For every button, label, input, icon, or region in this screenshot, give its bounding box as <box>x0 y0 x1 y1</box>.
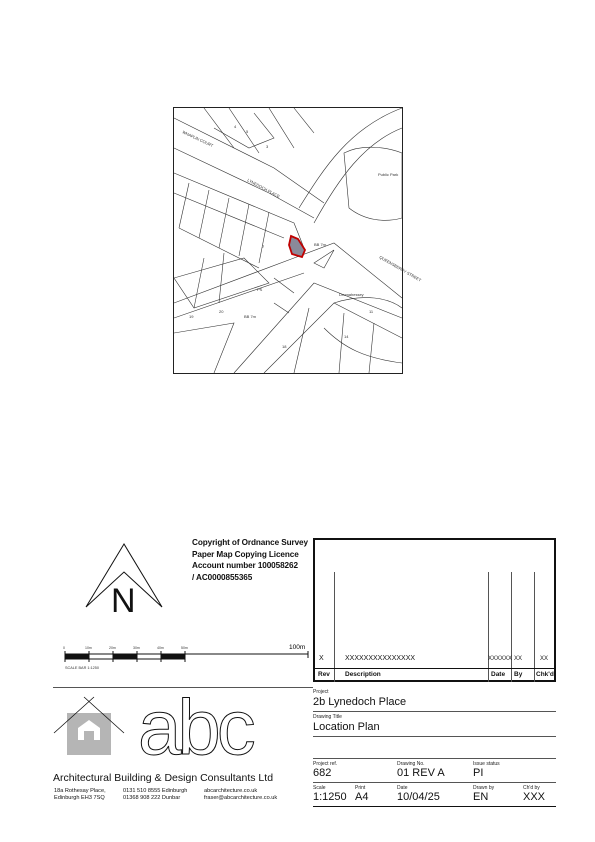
project-name: 2b Lynedoch Place <box>313 696 407 708</box>
house-logo-icon <box>54 695 124 763</box>
scale-tick-label: 0 <box>63 646 65 650</box>
map-house-number: 11 <box>369 309 374 314</box>
print-label: Print <box>355 785 366 791</box>
scale-caption: SCALE BAR 1:1250 <box>65 666 99 670</box>
drawing-title-label: Drawing Title <box>313 714 342 720</box>
map-drawing <box>174 108 423 373</box>
scale-tick-label: 10m <box>85 646 92 650</box>
checked-by-label: Ch'd by <box>523 785 540 791</box>
revision-table <box>313 538 556 682</box>
drawing-title: Location Plan <box>313 721 380 733</box>
map-label-lynedoch-place: LYNEDOCH PLACE <box>246 177 281 199</box>
scale-end-label: 100m <box>289 644 306 651</box>
map-house-number: 14 <box>344 334 349 339</box>
revision-header-chkd: Chk'd <box>536 671 554 678</box>
map-house-number: 7 <box>262 244 265 249</box>
revision-header-by: By <box>514 671 523 678</box>
company-house-logo <box>54 695 124 763</box>
company-phone: 01368 908 222 Dunbar <box>123 795 181 801</box>
abc-logo-mark <box>138 683 268 771</box>
abc-logo <box>138 683 268 771</box>
revision-rev: X <box>319 655 324 662</box>
map-house-number: 20 <box>219 309 224 314</box>
drawing-no: 01 REV A <box>397 767 445 779</box>
copyright-notice <box>192 537 308 583</box>
scale-tick-label: 40m <box>157 646 164 650</box>
copyright-line: Copyright of Ordnance Survey <box>192 538 308 547</box>
map-label-bm-2: BB 7m <box>244 314 257 319</box>
company-website[interactable]: abcarchitecture.co.uk <box>204 788 258 794</box>
revision-header-rev: Rev <box>318 671 330 678</box>
copyright-line: Paper Map Copying Licence <box>192 549 299 559</box>
map-label-queensberry-street: QUEENSBERRY STREET <box>378 254 423 283</box>
drawing-date: 10/04/25 <box>397 791 440 803</box>
map-house-number: 3 <box>266 144 269 149</box>
revision-header-date: Date <box>491 671 506 678</box>
date-label: Date <box>397 785 408 791</box>
project-ref: 682 <box>313 767 332 779</box>
north-letter: N <box>111 582 136 620</box>
title-block <box>313 688 556 810</box>
drawing-no-label: Drawing No. <box>397 761 425 767</box>
map-label-whaplin-court: WHAPLIN COURT <box>181 129 215 149</box>
revision-date: XXXXXX <box>488 656 513 662</box>
company-email[interactable]: fraser@abcarchitecture.co.uk <box>204 795 278 801</box>
drawn-by: EN <box>473 791 489 803</box>
scale-tick-label: 20m <box>109 646 116 650</box>
drawn-by-label: Drawn by <box>473 785 495 791</box>
issue-status: PI <box>473 767 484 779</box>
revision-chkd: XX <box>540 656 549 662</box>
map-house-number: 4 <box>234 124 237 129</box>
north-arrow <box>84 542 164 622</box>
map-label-drumahessey: Drumahessey <box>339 292 364 297</box>
revision-header-description: Description <box>345 671 381 678</box>
checked-by: XXX <box>523 791 546 803</box>
map-label-ps: PS <box>257 287 263 292</box>
print-size: A4 <box>355 791 369 803</box>
location-map <box>173 107 423 374</box>
scale-bar-graphic <box>55 640 315 670</box>
map-label-public-park: Public Park <box>378 172 399 177</box>
company-phone: 0131 510 8555 Edinburgh <box>123 788 188 794</box>
scale-tick-label: 50m <box>181 646 188 650</box>
project-label: Project <box>313 689 329 695</box>
revision-by: XX <box>514 656 523 662</box>
company-address-line: Edinburgh EH3 7SQ <box>54 795 105 801</box>
abc-logo-text: abc <box>138 683 252 771</box>
map-house-number: 19 <box>189 314 194 319</box>
map-house-number: 18 <box>282 344 287 349</box>
copyright-line: / AC0000855365 <box>192 572 253 582</box>
company-address-line: 18a Rothesay Place, <box>54 788 106 794</box>
issue-status-label: Issue status <box>473 761 500 767</box>
map-label-bm: BB 7m <box>314 242 327 247</box>
project-ref-label: Project ref. <box>313 761 338 767</box>
scale-bar <box>55 640 315 680</box>
copyright-line: Account number 100058262 <box>192 561 298 570</box>
company-name: Architectural Building & Design Consultants Ltd <box>53 772 274 784</box>
revision-description: XXXXXXXXXXXXXXX <box>345 655 416 662</box>
scale-tick-label: 30m <box>133 646 140 650</box>
scale-label: Scale <box>313 785 326 791</box>
map-house-number: 5 <box>246 129 249 134</box>
drawing-scale: 1:1250 <box>313 791 347 803</box>
